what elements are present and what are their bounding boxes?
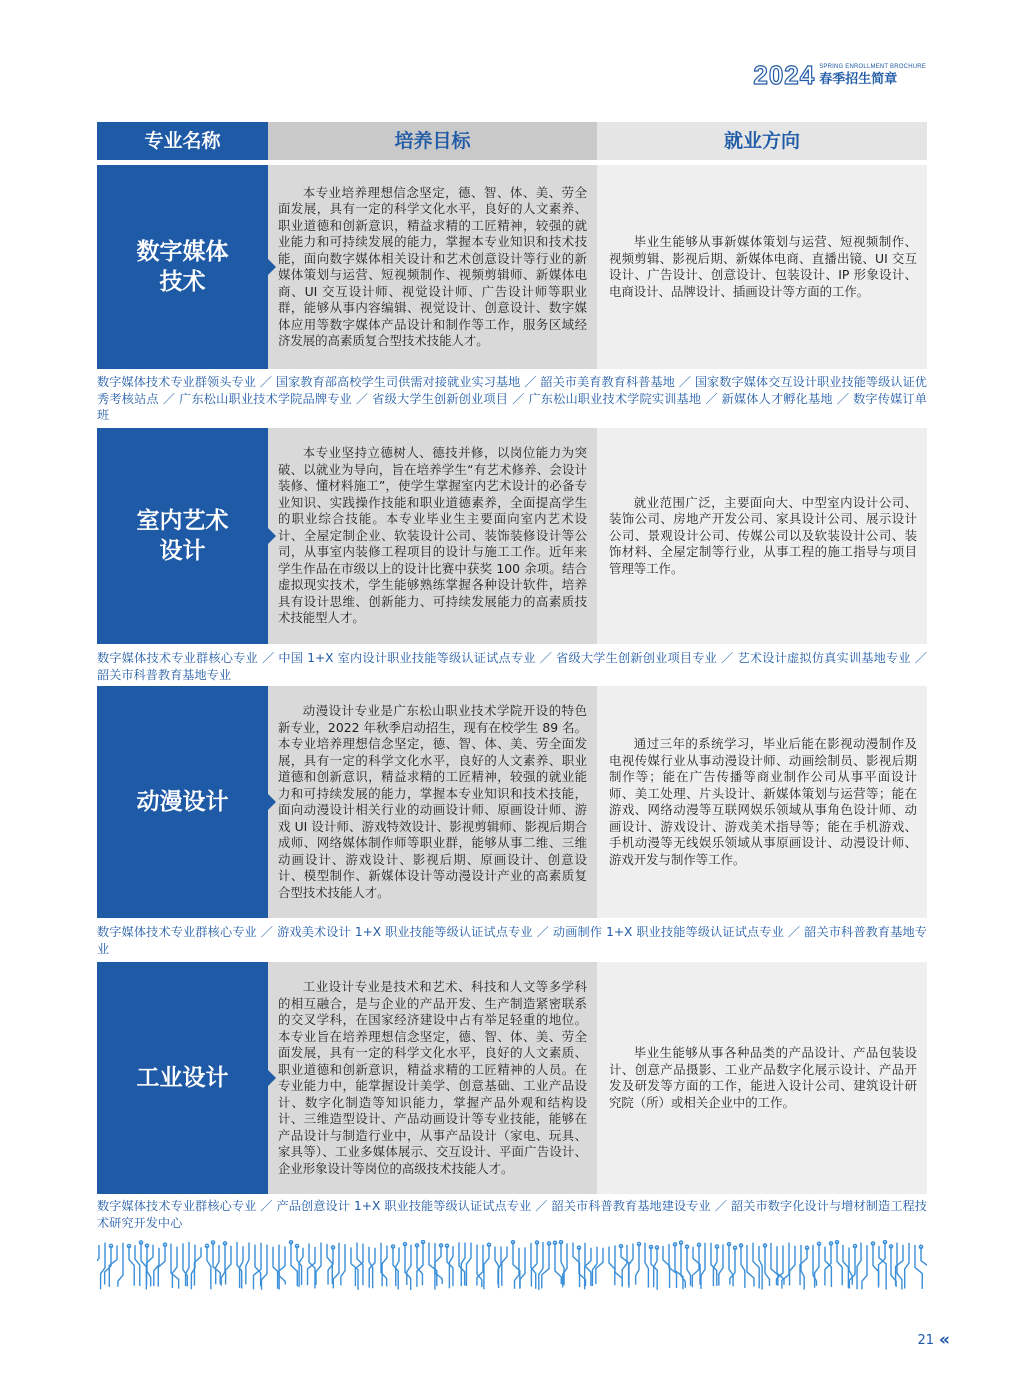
major-name (97, 962, 268, 1194)
major-name (97, 165, 268, 369)
employment-direction-text: 毕业生能够从事新媒体策划与运营、短视频制作、视频剪辑、影视后期、新媒体电商、直播出镜、UI 交互设计、广告设计、创意设计、包装设计、IP 形象设计、电商设计、品牌设计、插画设计等方面的工作。 (609, 234, 917, 299)
pointer-arrow-icon (268, 259, 276, 275)
employment-direction-text: 通过三年的系统学习，毕业后能在影视动漫制作及电视传媒行业从事动漫设计师、动画绘制员、影视后期制作等；能在广告传播等商业制作公司从事平面设计师、美工处理、片头设计、新媒体策划与运营等；能在游戏、网络动漫等互联网娱乐领域从事角色设计师、动画设计、游戏设计、游戏美术指导等；能在手机游戏、手机动漫等无线娱乐领域从事原画设计、动漫设计师、游戏开发与制作等工作。 (609, 736, 917, 867)
major-tags: 数字媒体技术专业群领头专业 ／ 国家教育部高校学生司供需对接就业实习基地 ／ 韶关市美育教育科普基地 ／ 国家数字媒体交互设计职业技能等级认证优秀考核站点 ／ 广东松山职业技术学院品牌专业 ／ 省级大学生创新创业项目 ／ 广东松山职业技术学院实训基地 ／ 新媒体人才孵化基地 ／ 数字传媒订单班 (97, 375, 927, 422)
major-name-line1: 室内艺术 (136, 508, 229, 534)
header-goal: 培养目标 (268, 122, 597, 160)
page-number (917, 1330, 946, 1350)
training-goal-text: 动漫设计专业是广东松山职业技术学院开设的特色新专业，2022 年秋季启动招生，现有在校学生 89 名。本专业培养理想信念坚定，德、智、体、美、劳全面发展，具有一定的科学文化水平，良好的人文素养、职业道德和创新意识，精益求精的工匠精神，较强的就业能力和可持续发展的能力，掌握本专业知识和技术技能，面向动漫设计相关行业的动画设计师、原画设计师、游戏 UI 设计师、游戏特效设计、影视剪辑师、影视后期合成师、网络媒体制作师等职业群，能够从事二维、三维动画设计、游戏设计、影视后期、原画设计、创意设计、模型制作、新媒体设计等动漫设计产业的高素质复合型技术技能人才。 (278, 703, 587, 900)
pointer-arrow-icon (268, 794, 276, 810)
training-goal (268, 428, 597, 644)
chevron-left-icon: « (939, 1330, 946, 1350)
major-name (97, 428, 268, 644)
brand-text (819, 64, 926, 88)
employment-direction (597, 165, 927, 369)
major-tags: 数字媒体技术专业群核心专业 ／ 中国 1+X 室内设计职业技能等级认证试点专业 ／ 省级大学生创新创业项目专业 ／ 艺术设计虚拟仿真实训基地专业 ／ 韶关市科普教育基地专业 (97, 651, 927, 682)
training-goal (268, 686, 597, 918)
major-tags: 数字媒体技术专业群核心专业 ／ 游戏美术设计 1+X 职业技能等级认证试点专业 ／ 动画制作 1+X 职业技能等级认证试点专业 ／ 韶关市科普教育基地专业 (97, 925, 927, 956)
brochure-brand (753, 58, 926, 88)
training-goal-text: 工业设计专业是技术和艺术、科技和人文等多学科的相互融合，是与企业的产品开发、生产制造紧密联系的交叉学科，在国家经济建设中占有举足轻重的地位。本专业旨在培养理想信念坚定，德、智、体、美、劳全面发展，具有一定的科学文化水平，良好的人文素质、职业道德和创新意识，精益求精的工匠精神的人员。在专业能力中，能掌握设计美学、创意基础、工业产品设计、数字化制造等知识能力，掌握产品外观和结构设计、三维造型设计、产品动画设计等专业技能，能够在产品设计与制造行业中，从事产品设计（家电、玩具、家具等）、工业多媒体展示、交互设计、平面广告设计、企业形象设计等岗位的高级技术技能人才。 (278, 979, 587, 1176)
major-name (97, 686, 268, 918)
page-number-text: 21 (917, 1332, 935, 1348)
employment-direction (597, 686, 927, 918)
table-header (97, 122, 927, 160)
brand-subtitle: SPRING ENROLLMENT BROCHURE (819, 64, 926, 70)
header-name: 专业名称 (97, 122, 268, 160)
header-job: 就业方向 (597, 122, 927, 160)
employment-direction-text: 毕业生能够从事各种品类的产品设计、产品包装设计、创意产品摄影、工业产品数字化展示设计、产品开发及研发等方面的工作，能进入设计公司、建筑设计研究院（所）或相关企业中的工作。 (609, 1045, 917, 1110)
pointer-arrow-icon (268, 1070, 276, 1086)
major-name-line1: 数字媒体 (136, 239, 229, 265)
training-goal-text: 本专业培养理想信念坚定，德、智、体、美、劳全面发展，具有一定的科学文化水平，良好的人文素养、职业道德和创新意识，精益求精的工匠精神，较强的就业能力和可持续发展的能力，掌握本专业知识和技术技能，面向数字媒体相关设计和艺术创意设计等行业的新媒体策划与运营、短视频制作、视频剪辑师、新媒体电商、UI 交互设计师、视觉设计师、广告设计师等职业群，能够从事内容编辑、视觉设计、创意设计、数字媒体应用等数字媒体产品设计和制作等工作，服务区域经济发展的高素质复合型技术技能人才。 (278, 184, 587, 348)
training-goal (268, 165, 597, 369)
table-row (97, 686, 927, 918)
table-row (97, 962, 927, 1194)
employment-direction (597, 428, 927, 644)
employment-direction-text: 就业范围广泛，主要面向大、中型室内设计公司、装饰公司、房地产开发公司、家具设计公司、展示设计公司、景观设计公司、传媒公司以及软装设计公司、装饰材料、全屋定制等行业，从事工程的施工指导与项目管理等工作。 (609, 494, 917, 576)
major-name-line2: 技术 (159, 269, 206, 295)
employment-direction (597, 962, 927, 1194)
brand-title: 春季招生简章 (819, 72, 898, 87)
training-goal (268, 962, 597, 1194)
pointer-arrow-icon (268, 528, 276, 544)
brand-year: 2024 (753, 60, 816, 90)
major-tags: 数字媒体技术专业群核心专业 ／ 产品创意设计 1+X 职业技能等级认证试点专业 ／ 韶关市科普教育基地建设专业 ／ 韶关市数字化设计与增材制造工程技术研究开发中心 (97, 1199, 927, 1230)
major-name-line1: 工业设计 (136, 1065, 229, 1091)
major-name-line1: 动漫设计 (136, 789, 229, 815)
table-row (97, 428, 927, 644)
major-name-line2: 设计 (159, 538, 206, 564)
training-goal-text: 本专业坚持立德树人、德技并修，以岗位能力为突破、以就业为导向，旨在培养学生“有艺术修养、会设计装修、懂材料施工”，使学生掌握室内艺术设计的必备专业知识、实践操作技能和职业道德素养，全面提高学生的职业综合技能。本专业毕业生主要面向室内艺术设计、全屋定制企业、软装设计公司、装饰装修设计等公司，从事室内装修工程项目的设计与施工工作。近年来学生作品在市级以上的设计比赛中获奖 100 余项。结合虚拟现实技术，学生能够熟练掌握各种设计软件，培养具有设计思维、创新能力、可持续发展能力的高素质技术技能型人才。 (278, 445, 587, 626)
table-row (97, 165, 927, 369)
circuit-pattern-decoration (97, 1240, 927, 1292)
